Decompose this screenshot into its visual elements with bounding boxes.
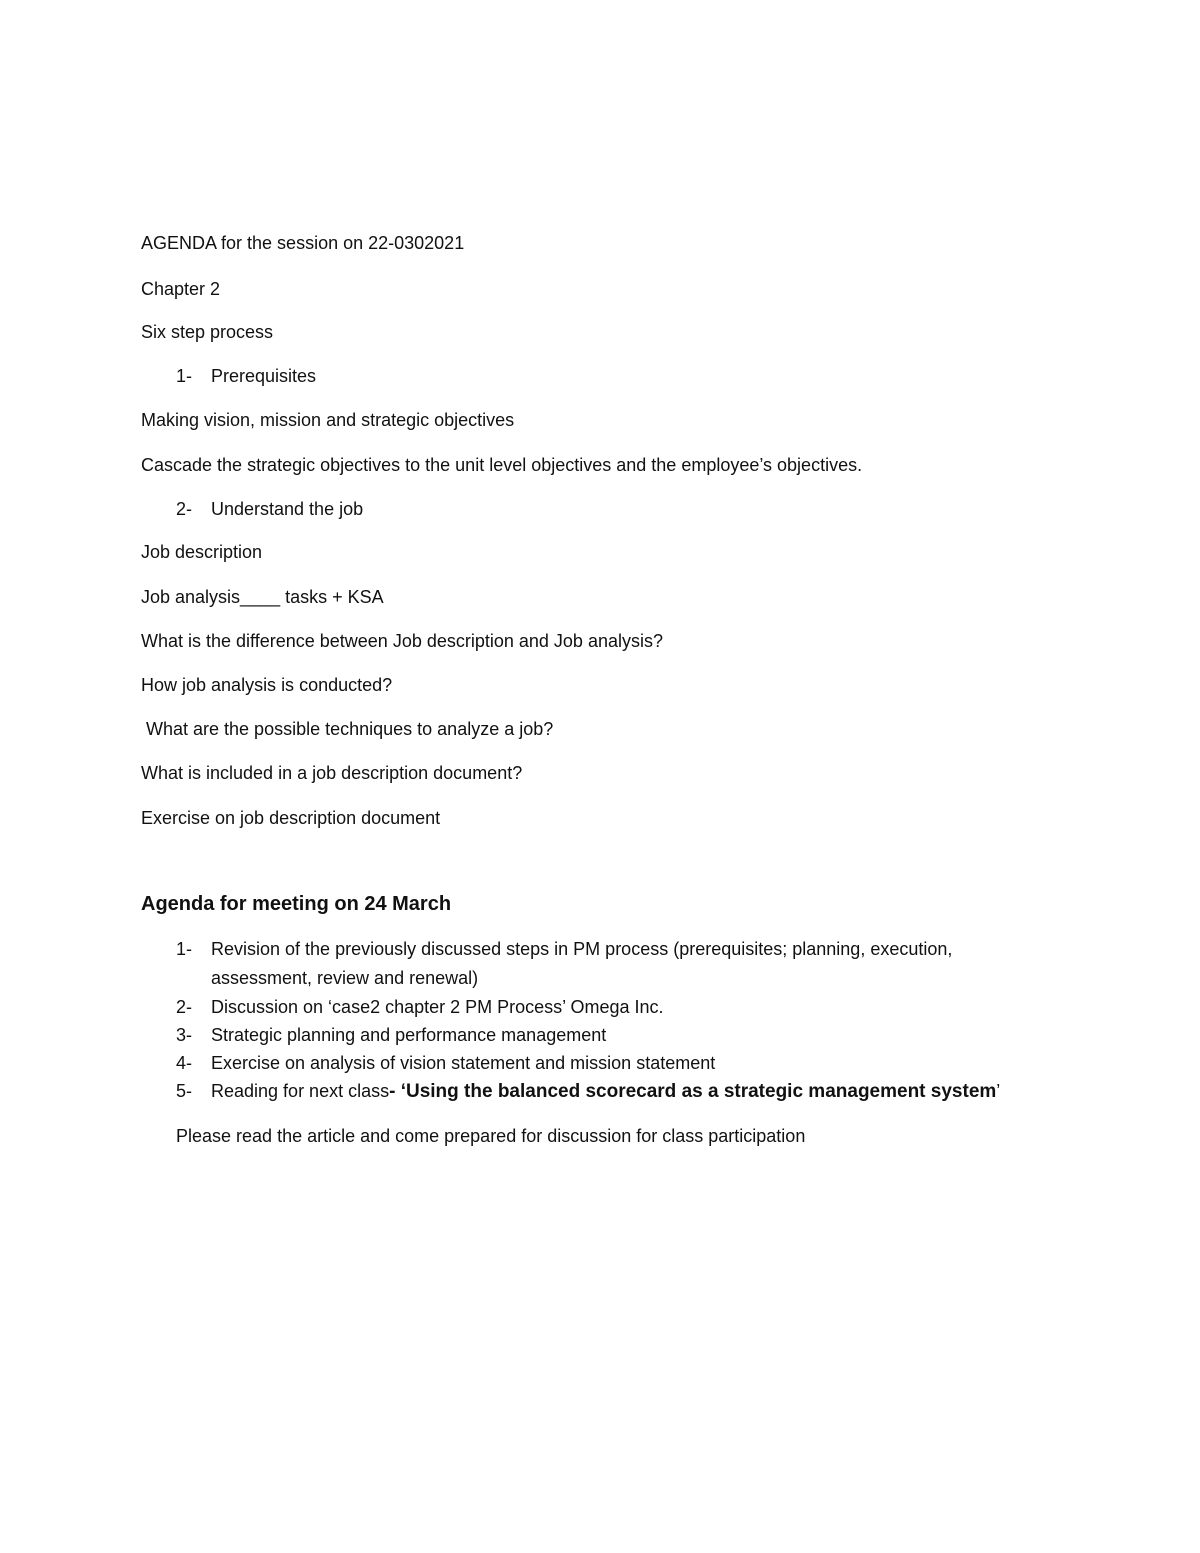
chapter-label: Chapter 2 [141,279,221,299]
item3-number: 3- [176,1025,193,1045]
item2-number: 2- [176,997,193,1017]
item5-text [211,1079,1000,1104]
question-difference: What is the difference between Job description and Job analysis? [141,631,663,651]
job-description-line: Job description [141,542,263,562]
item5-number: 5- [176,1081,193,1101]
step1-number: 1- [176,366,193,386]
step1-label: Prerequisites [211,366,317,386]
job-analysis-line: Job analysis____ tasks + KSA [141,587,384,607]
item3-text: Strategic planning and performance management [211,1025,607,1045]
step2-label: Understand the job [211,499,364,519]
exercise-line: Exercise on job description document [141,808,441,828]
question-techniques: What are the possible techniques to analyze a job? [141,719,554,739]
item5-suffix: ’ [996,1081,1001,1101]
item5-article-title: - ‘Using the balanced scorecard as a strategic management system [389,1081,997,1102]
item1-text: Revision of the previously discussed steps in PM process (prerequisites; planning, execution, [211,939,953,959]
question-conducted: How job analysis is conducted? [141,675,393,695]
item4-number: 4- [176,1053,193,1073]
item4-text: Exercise on analysis of vision statement and mission statement [211,1053,716,1073]
session-title: AGENDA for the session on 22-0302021 [141,233,465,253]
item1-number: 1- [176,939,193,959]
process-label: Six step process [141,322,274,342]
reading-note: Please read the article and come prepared for discussion for class participation [176,1126,806,1146]
cascade-line: Cascade the strategic objectives to the unit level objectives and the employee’s objectives. [141,455,863,475]
item5-prefix: Reading for next class [211,1081,390,1101]
item1-continuation: assessment, review and renewal) [211,968,479,988]
step2-number: 2- [176,499,193,519]
item2-text: Discussion on ‘case2 chapter 2 PM Process’ Omega Inc. [211,997,664,1017]
question-included: What is included in a job description document? [141,763,523,783]
meeting-heading: Agenda for meeting on 24 March [141,893,452,915]
vision-line: Making vision, mission and strategic objectives [141,410,515,430]
